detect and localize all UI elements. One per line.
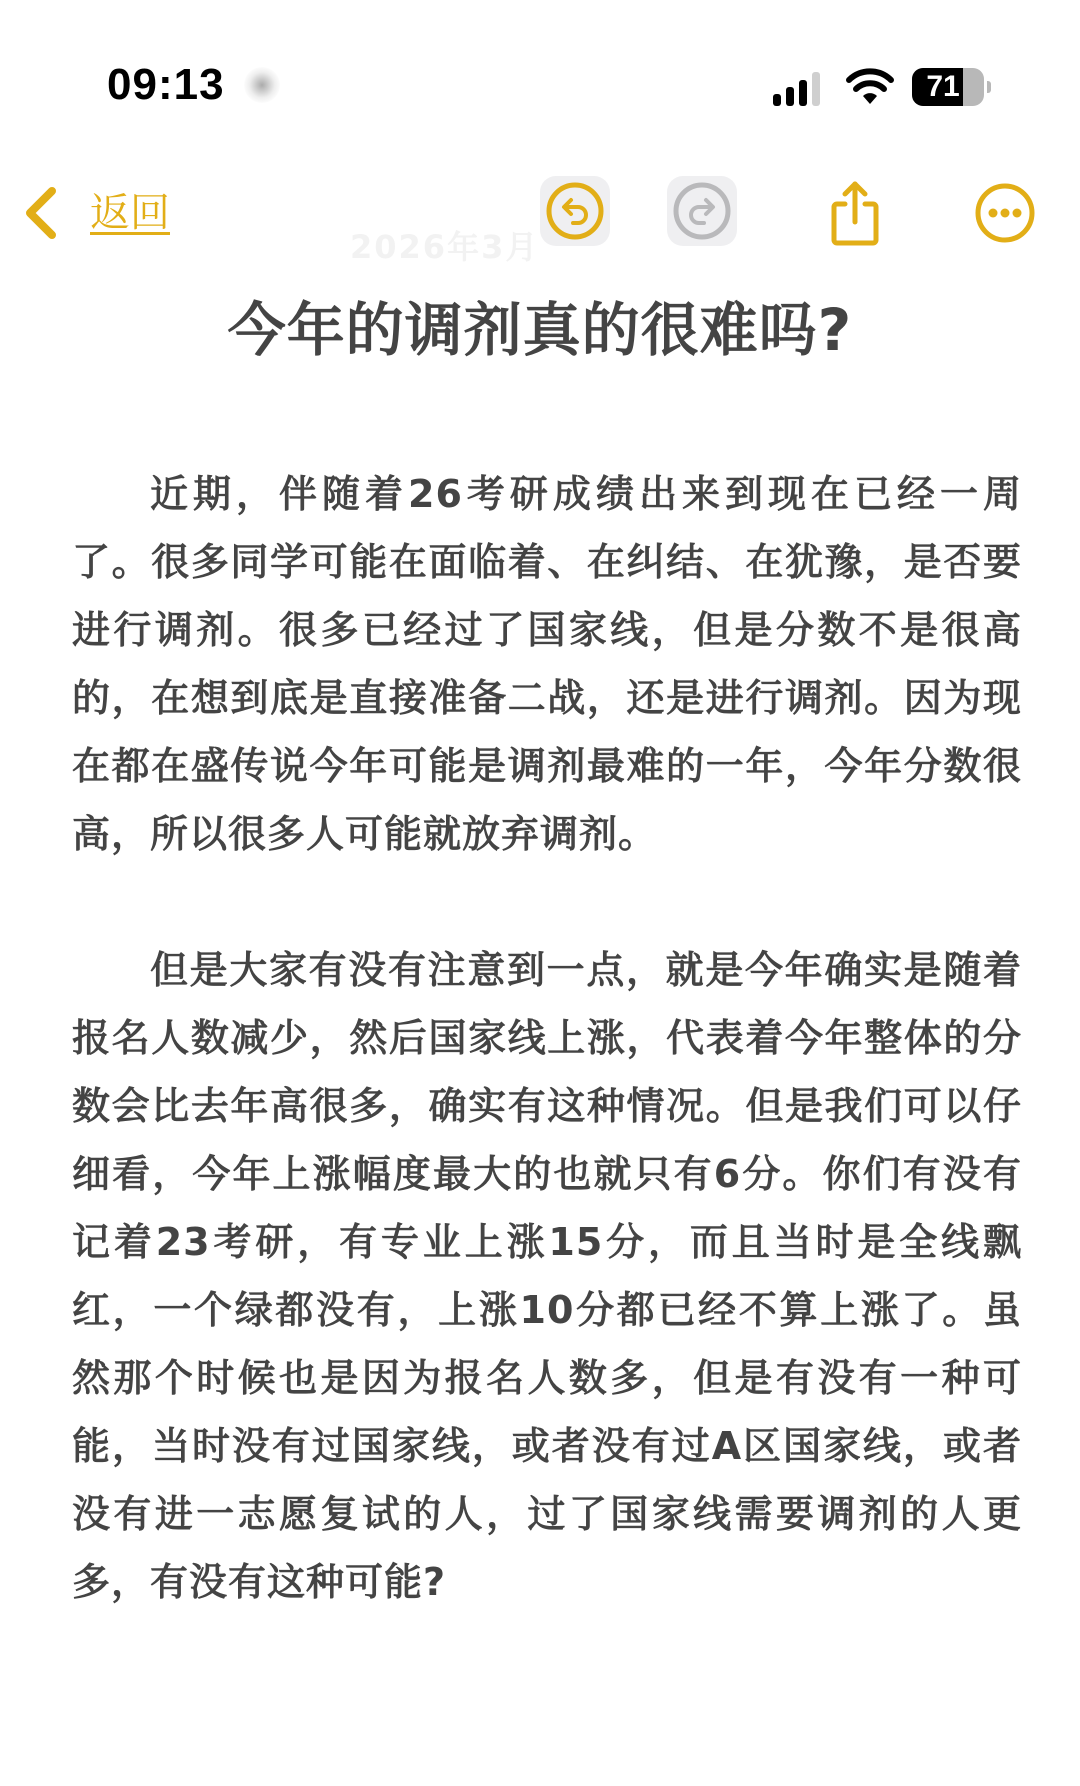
redo-icon <box>671 180 733 242</box>
blurred-indicator-icon <box>244 67 280 103</box>
undo-button[interactable] <box>540 176 610 246</box>
undo-icon <box>544 180 606 242</box>
article-title: 今年的调剂真的很难吗? <box>227 296 853 364</box>
article-paragraph: 近期，伴随着26考研成绩出来到现在已经一周了。很多同学可能在面临着、在纠结、在犹豫，是否要进行调剂。很多已经过了国家线，但是分数不是很高的，在想到底是直接准备二战，还是进行调剂。因为现在都在盛传说今年可能是调剂最难的一年，今年分数很高，所以很多人可能就放弃调剂。 <box>72 472 1022 856</box>
battery-icon <box>912 68 984 106</box>
article-paragraph: 但是大家有没有注意到一点，就是今年确实是随着报名人数减少，然后国家线上涨，代表着今年整体的分数会比去年高很多，确实有这种情况。但是我们可以仔细看，今年上涨幅度最大的也就只有6分。你们有没有记着23考研，有专业上涨15分，而且当时是全线飘红，一个绿都没有，上涨10分都已经不算上涨了。虽然那个时候也是因为报名人数多，但是有没有一种可能，当时没有过国家线，或者没有过A区国家线，或者没有进一志愿复试的人，过了国家线需要调剂的人更多，有没有这种可能? <box>72 948 1022 1604</box>
battery-percent: 71 <box>926 70 960 103</box>
wifi-icon <box>846 68 894 106</box>
faint-date-text: 2026年3月 <box>350 228 540 266</box>
status-bar <box>0 0 1080 130</box>
more-options-button[interactable] <box>970 178 1040 248</box>
chevron-left-icon <box>22 185 62 241</box>
share-button[interactable] <box>820 178 890 248</box>
share-icon <box>825 178 885 248</box>
back-button[interactable] <box>22 185 170 241</box>
status-time: 09:13 <box>107 60 225 109</box>
back-label: 返回 <box>90 190 170 236</box>
article-body[interactable] <box>72 460 1022 1616</box>
cellular-signal-icon <box>773 70 825 106</box>
more-icon <box>973 181 1037 245</box>
redo-button[interactable] <box>667 176 737 246</box>
